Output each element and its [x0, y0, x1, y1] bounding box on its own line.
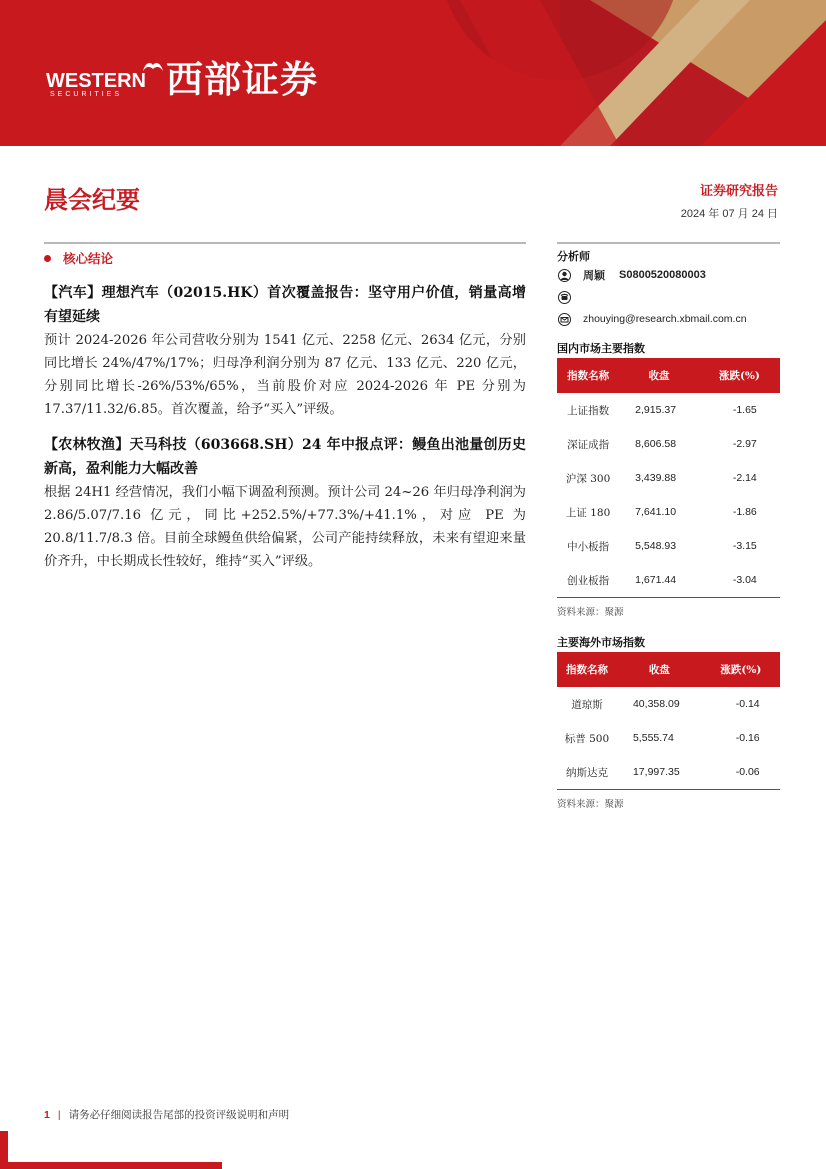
report-title: 晨会纪要	[44, 185, 140, 214]
footer-accent-line	[0, 1162, 222, 1169]
article-title: 【农林牧渔】天马科技（603668.SH）24 年中报点评：鳗鱼出池量创历史新高，盈利能力大幅改善	[44, 437, 526, 477]
table-row	[557, 461, 780, 495]
index-name: 上证指数	[567, 404, 610, 417]
index-change: -3.04	[732, 574, 757, 586]
section-heading	[44, 250, 113, 266]
brand-logo	[46, 58, 376, 102]
column-header: 收盘	[619, 358, 699, 393]
section-heading-label: 核心结论	[63, 251, 114, 266]
footer-disclaimer: 请务必仔细阅读报告尾部的投资评级说明和声明	[68, 1109, 290, 1121]
logo-chinese: 西部证券	[166, 58, 318, 101]
data-source: 资料来源：聚源	[557, 799, 624, 810]
article-item	[44, 281, 526, 421]
phone-icon	[557, 290, 571, 304]
analyst-label: 分析师	[557, 250, 590, 263]
page-footer	[44, 1107, 289, 1122]
table-row	[557, 687, 780, 721]
domestic-index-table	[557, 358, 780, 597]
column-header: 指数名称	[557, 652, 617, 687]
article-item	[44, 433, 526, 573]
index-close: 40,358.09	[632, 698, 680, 710]
table-row	[557, 721, 780, 755]
index-change: -3.15	[732, 540, 757, 552]
table-bottom-rule	[557, 789, 780, 790]
main-content	[44, 281, 526, 585]
phone-row	[557, 286, 780, 308]
analyst-license: S0800520080003	[619, 269, 706, 281]
index-close: 1,671.44	[635, 574, 677, 586]
index-change: -0.16	[735, 732, 760, 744]
logo-subtitle: SECURITIES	[50, 91, 123, 98]
overseas-index-table	[557, 652, 780, 789]
table-row	[557, 529, 780, 563]
analyst-name: 周颖	[583, 269, 605, 282]
index-close: 17,997.35	[632, 766, 680, 778]
index-change: -1.65	[732, 404, 757, 416]
overseas-index-title: 主要海外市场指数	[557, 636, 645, 649]
index-change: -1.86	[732, 506, 757, 518]
analyst-email[interactable]: zhouying@research.xbmail.com.cn	[583, 313, 747, 325]
column-header: 涨跌(%)	[702, 652, 780, 687]
column-header: 涨跌(%)	[699, 358, 780, 393]
table-row	[557, 495, 780, 529]
footer-separator: |	[57, 1108, 61, 1121]
index-close: 5,555.74	[632, 732, 674, 744]
column-header: 指数名称	[557, 358, 619, 393]
analyst-row	[557, 264, 780, 286]
table-row	[557, 563, 780, 597]
index-change: -0.14	[735, 698, 760, 710]
article-body: 根据 24H1 经营情况，我们小幅下调盈利预测。预计公司 24~26 年归母净利润为 2.86/5.07/7.16 亿元，同比+252.5%/+77.3%/+41.1%，对应 PE 为 20.8/11.7/8.3 倍。目前全球鳗鱼供给偏紧，公司产能持续释放，未来有望迎来量价齐升，中长期成长性较好，维持“买入”评级。	[44, 485, 526, 569]
table-row	[557, 427, 780, 461]
index-name: 创业板指	[567, 574, 610, 587]
sidebar	[557, 248, 780, 810]
email-icon	[557, 312, 571, 326]
bullet-icon	[44, 255, 51, 262]
divider-main	[44, 242, 526, 244]
index-name: 道琼斯	[571, 698, 603, 711]
column-header: 收盘	[617, 652, 702, 687]
index-name: 深证成指	[567, 438, 610, 451]
index-close: 2,915.37	[635, 404, 677, 416]
page-number: 1	[44, 1108, 50, 1121]
index-change: -2.97	[732, 438, 757, 450]
index-close: 7,641.10	[635, 506, 677, 518]
article-body: 预计 2024-2026 年公司营收分别为 1541 亿元、2258 亿元、2634 亿元，分别同比增长 24%/47%/17%；归母净利润分别为 87 亿元、133 亿元、220 亿元，分别同比增长-26%/53%/65%，当前股价对应 2024-2026 年 PE 分别为 17.37/11.32/6.85。首次覆盖，给予“买入”评级。	[44, 333, 526, 417]
index-change: -2.14	[732, 472, 757, 484]
index-change: -0.06	[735, 766, 760, 778]
index-name: 标普 500	[564, 732, 610, 745]
data-source: 资料来源：聚源	[557, 607, 624, 618]
header-banner	[0, 0, 826, 146]
document-type: 证券研究报告	[699, 184, 778, 199]
person-icon	[557, 268, 571, 282]
index-name: 纳斯达克	[565, 766, 608, 779]
divider-sidebar	[557, 242, 780, 244]
table-row	[557, 393, 780, 427]
logo-english: WESTERN	[46, 70, 146, 92]
index-name: 上证 180	[565, 506, 611, 519]
table-bottom-rule	[557, 597, 780, 598]
email-row	[557, 308, 780, 330]
article-title: 【汽车】理想汽车（02015.HK）首次覆盖报告：坚守用户价值，销量高增有望延续	[44, 285, 526, 325]
index-name: 中小板指	[567, 540, 610, 553]
domestic-index-title: 国内市场主要指数	[557, 342, 645, 355]
index-name: 沪深 300	[565, 472, 611, 485]
index-close: 8,606.58	[635, 438, 677, 450]
index-close: 5,548.93	[635, 540, 677, 552]
index-close: 3,439.88	[635, 472, 677, 484]
table-row	[557, 755, 780, 789]
report-date: 2024 年 07 月 24 日	[680, 208, 778, 220]
